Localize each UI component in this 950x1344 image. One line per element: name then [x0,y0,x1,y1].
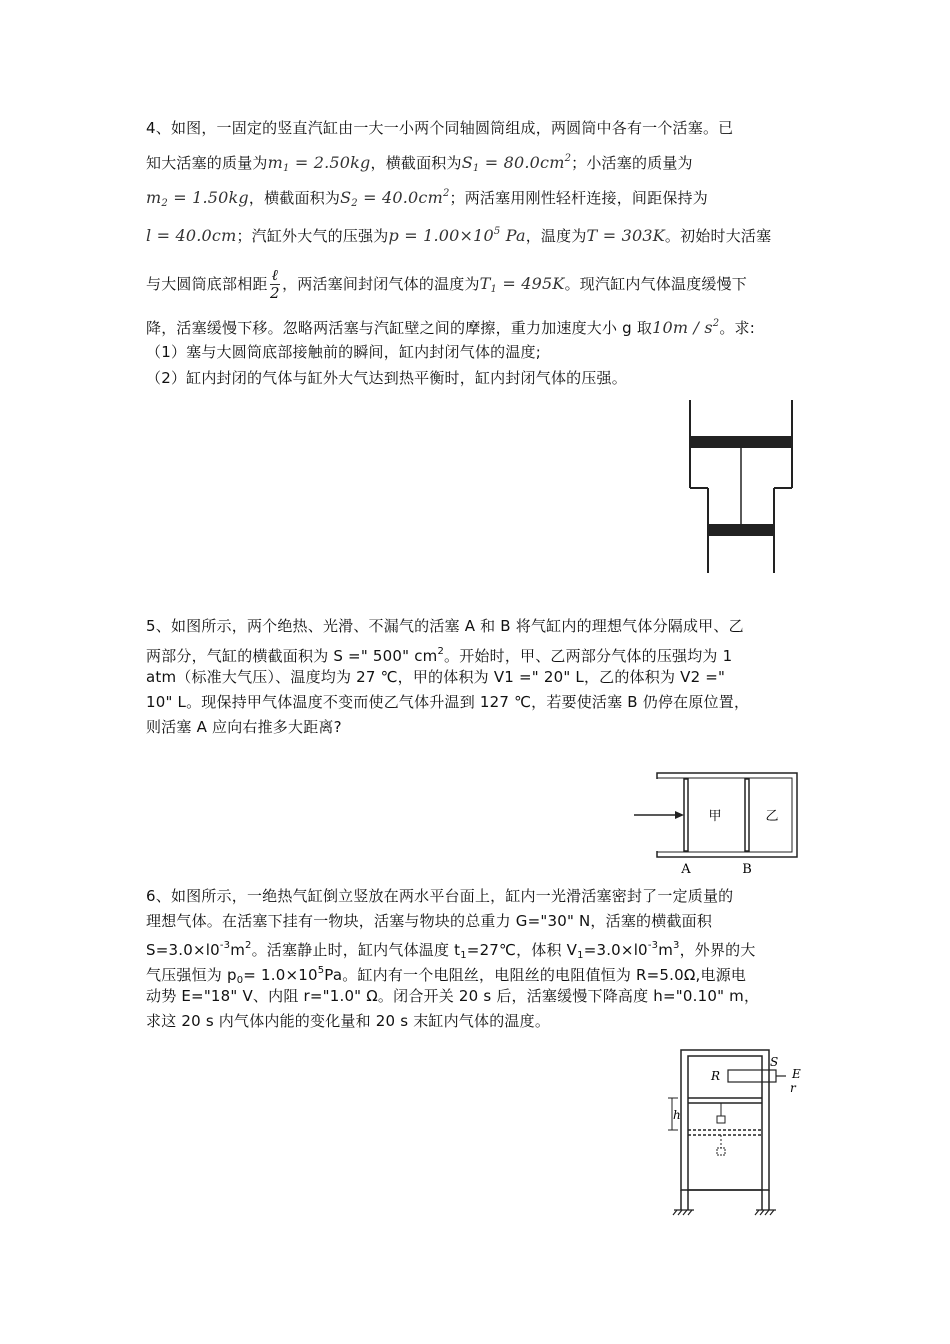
q5-line-2: 两部分，气缸的横截面积为 S =" 500" $cm^2$。开始时，甲、乙两部分气体的压强均为 1 [146,646,733,665]
q6-line-6: 求这 20 s 内气体内能的变化量和 20 s 末缸内气体的温度。 [146,1012,551,1030]
q4-line-5: 与大圆筒底部相距 $\frac{\text{ℓ}}{2}$ ，两活塞间封闭气体的温度为T1 = 495K。现汽缸内气体温度缓慢下 [146,266,747,302]
q6-line-1: 6、如图所示，一绝热气缸倒立竖放在两水平台面上，缸内一光滑活塞密封了一定质量的 [146,887,734,905]
q5-line-3: atm（标准大气压）、温度均为 27 ℃，甲的体积为 V1 =" 20" L，乙的体积为 V2 =" [146,668,726,686]
small-piston [709,524,773,536]
q4-question-2: （2）缸内封闭的气体与缸外大气达到热平衡时，缸内封闭气体的压强。 [146,369,627,387]
q6-cylinder-figure [664,1046,812,1216]
q5-line-5: 则活塞 A 应向右推多大距离? [146,718,342,736]
gas-yi-label: 乙 [765,809,779,824]
q6-line-4: 气压强恒为 $p_0= 1.0\times 10^5Pa$。缸内有一个电阻丝，电阻丝的电阻值恒为 R=5.0Ω,电源电 [146,965,747,986]
switch-label: S [770,1055,779,1069]
ground-hatching [673,1210,776,1215]
piston-a-label: A [681,862,691,877]
q5-line-1: 5、如图所示，两个绝热、光滑、不漏气的活塞 A 和 B 将气缸内的理想气体分隔成甲、乙 [146,617,744,635]
q6-line-2: 理想气体。在活塞下挂有一物块，活塞与物块的总重力 G="30" N，活塞的横截面积 [146,912,713,930]
q4-line-2: 知大活塞的质量为m1 = 2.50kg，横截面积为$S1 = 80.0cm^2$；小活塞的质量为 [146,153,693,174]
q5-cylinder-figure [630,770,802,878]
height-h-label: h [673,1108,681,1122]
q6-line-5: 动势 E="18" V、内阻 r="1.0" Ω。闭合开关 20 s 后，活塞缓慢下降高度 h="0.10" m， [146,987,760,1005]
q4-question-1: （1）塞与大圆筒底部接触前的瞬间，缸内封闭气体的温度; [146,343,541,361]
q4-cylinder-figure [680,398,800,578]
internal-resistance-label: r [790,1081,796,1095]
fraction-l-over-2: $\frac{\text{ℓ}}{2}$ [269,266,280,302]
q6-line-3: $S=3.0\times l0^{-3}m^2$。活塞静止时，缸内气体温度 $t_1=27℃$，体积 $V_1=3.0\times l0^{-3}m^3$，外界的大 [146,940,756,961]
q4-line-3: m2 = 1.50kg，横截面积为$S2 = 40.0cm^2$；两活塞用刚性轻杆连接，间距保持为 [146,188,708,209]
q4-line-4: l = 40.0cm；汽缸外大气的压强为$p = 1.00\times 10^5$ Pa，温度为T = 303K。初始时大活塞 [146,226,772,245]
q4-line-6: 降，活塞缓慢下移。忽略两活塞与汽缸壁之间的摩擦，重力加速度大小 g 取$10m / s^2$。求: [146,318,755,337]
q4-line-1: 4、如图，一固定的竖直汽缸由一大一小两个同轴圆筒组成，两圆筒中各有一个活塞。已 [146,119,734,137]
large-piston [691,436,791,448]
q5-line-4: 10" L。现保持甲气体温度不变而使乙气体升温到 127 ℃，若要使活塞 B 仍停在原位置， [146,693,750,711]
emf-label: E [792,1067,801,1081]
gas-jia-label: 甲 [708,809,722,824]
resistor-label: R [711,1069,721,1083]
piston-b-label: B [742,862,752,877]
